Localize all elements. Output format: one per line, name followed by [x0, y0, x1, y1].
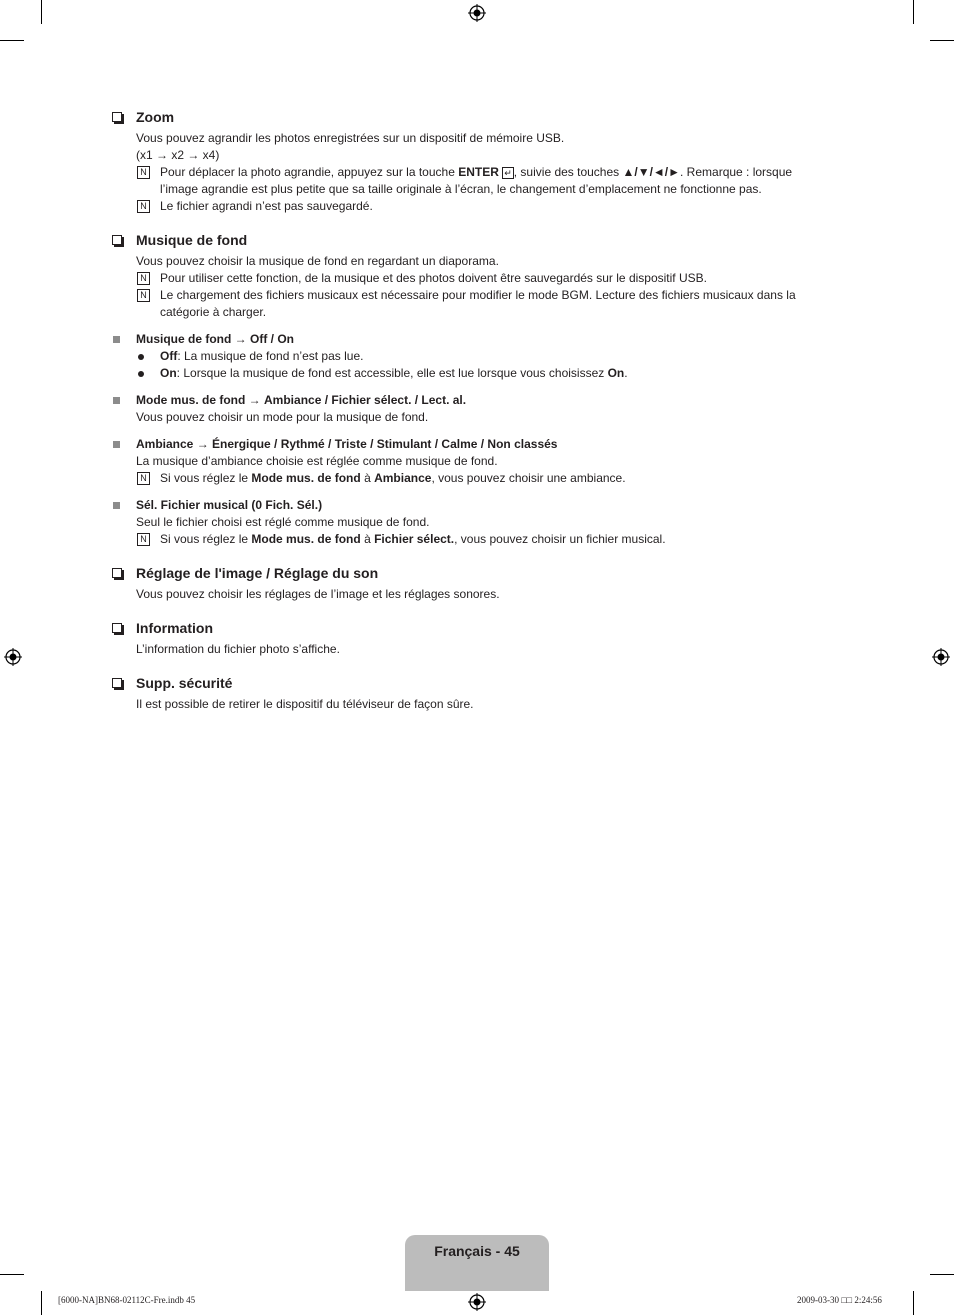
section-supp-securite [110, 674, 810, 713]
zoom-title: Zoom [136, 109, 175, 125]
subsection-title: Mode mus. de fond → Ambiance / Fichier sélect. / Lect. al. [110, 392, 810, 409]
note: N Si vous réglez le Mode mus. de fond à Ambiance, vous pouvez choisir une ambiance. [110, 470, 810, 487]
section-information [110, 619, 810, 658]
subsection-desc: La musique d’ambiance choisie est réglée comme musique de fond. [136, 454, 498, 468]
subsection-sel-fichier [110, 497, 810, 548]
note-icon: N [137, 200, 150, 213]
subsection-title: Ambiance → Énergique / Rythmé / Triste / Stimulant / Calme / Non classés [110, 436, 810, 453]
print-slug-right: 2009-03-30 □□ 2:24:56 [797, 1295, 882, 1305]
note-icon: N [137, 533, 150, 546]
section-zoom [110, 108, 810, 215]
checkbox-icon [112, 678, 122, 688]
subsection-title: Sél. Fichier musical (0 Fich. Sél.) [110, 497, 810, 514]
page-content [110, 108, 810, 729]
registration-mark-icon [932, 648, 950, 666]
musique-title: Musique de fond [136, 232, 248, 248]
crop-mark [0, 1274, 24, 1275]
subsection-ambiance [110, 436, 810, 487]
crop-mark [913, 0, 914, 24]
note-icon: N [137, 272, 150, 285]
section-title [110, 231, 810, 249]
checkbox-icon [112, 112, 122, 122]
checkbox-icon [112, 568, 122, 578]
arrow-keys: ▲/▼/◄/► [622, 165, 681, 179]
supp-desc: Il est possible de retirer le dispositif du téléviseur de façon sûre. [136, 697, 474, 711]
note-text: . Remarque : lorsque l’image agrandie est plus petite que sa taille originale à l’écran, le changement d’emplacement ne fonctionne pas. [160, 165, 793, 196]
crop-mark [41, 0, 42, 24]
crop-mark [0, 40, 24, 41]
print-slug-left: [6000-NA]BN68-02112C-Fre.indb 45 [58, 1295, 196, 1305]
section-reglage [110, 564, 810, 603]
note-text: Le chargement des fichiers musicaux est nécessaire pour modifier le mode BGM. Lecture des fichiers musicaux dans la catégorie à charger. [160, 288, 796, 319]
dot-bullet-icon [138, 371, 144, 377]
registration-mark-icon [468, 1293, 486, 1311]
note [110, 270, 810, 287]
crop-mark [913, 1291, 914, 1315]
dot-bullet-icon [138, 354, 144, 360]
reglage-desc: Vous pouvez choisir les réglages de l’image et les réglages sonores. [136, 587, 500, 601]
crop-mark [930, 1274, 954, 1275]
subsection-mode-mus [110, 392, 810, 426]
zoom-desc: Vous pouvez agrandir les photos enregistrées sur un dispositif de mémoire USB. [136, 131, 565, 145]
note-text: , suivie des touches [513, 165, 623, 179]
checkbox-icon [112, 235, 122, 245]
square-bullet-icon [113, 441, 120, 448]
list-item: Off: La musique de fond n’est pas lue. [110, 348, 810, 365]
musique-desc: Vous pouvez choisir la musique de fond en regardant un diaporama. [136, 254, 499, 268]
note-text: Pour utiliser cette fonction, de la musique et des photos doivent être sauvegardés sur le dispositif USB. [160, 271, 707, 285]
note [110, 198, 810, 215]
page-label: Français - 45 [434, 1243, 520, 1259]
registration-mark-icon [4, 648, 22, 666]
subsection-musique-on-off [110, 331, 810, 382]
note-icon: N [137, 472, 150, 485]
note-icon: N [137, 289, 150, 302]
zoom-levels: (x1 → x2 → x4) [136, 148, 220, 162]
note-icon: N [137, 166, 150, 179]
note [110, 164, 810, 198]
enter-key-label: ENTER [458, 165, 499, 179]
section-title: Supp. sécurité [110, 674, 810, 692]
page-number-tab [405, 1235, 549, 1291]
section-title: Information [110, 619, 810, 637]
section-title: Réglage de l'image / Réglage du son [110, 564, 810, 582]
note-text: Le fichier agrandi n’est pas sauvegardé. [160, 199, 373, 213]
crop-mark [41, 1291, 42, 1315]
subsection-desc: Vous pouvez choisir un mode pour la musique de fond. [136, 410, 429, 424]
section-musique-de-fond [110, 231, 810, 548]
information-desc: L’information du fichier photo s’affiche. [136, 642, 340, 656]
checkbox-icon [112, 623, 122, 633]
enter-key-icon: ↵ [504, 168, 512, 178]
subsection-desc: Seul le fichier choisi est réglé comme musique de fond. [136, 515, 430, 529]
note-text: Pour déplacer la photo agrandie, appuyez sur la touche [160, 165, 459, 179]
section-title [110, 108, 810, 126]
list-item: On: Lorsque la musique de fond est accessible, elle est lue lorsque vous choisissez On. [110, 365, 810, 382]
crop-mark [930, 40, 954, 41]
note: N Si vous réglez le Mode mus. de fond à Fichier sélect., vous pouvez choisir un fichier musical. [110, 531, 810, 548]
square-bullet-icon [113, 397, 120, 404]
registration-mark-icon [468, 4, 486, 22]
note [110, 287, 810, 321]
subsection-title: Musique de fond → Off / On [110, 331, 810, 348]
square-bullet-icon [113, 502, 120, 509]
square-bullet-icon [113, 336, 120, 343]
